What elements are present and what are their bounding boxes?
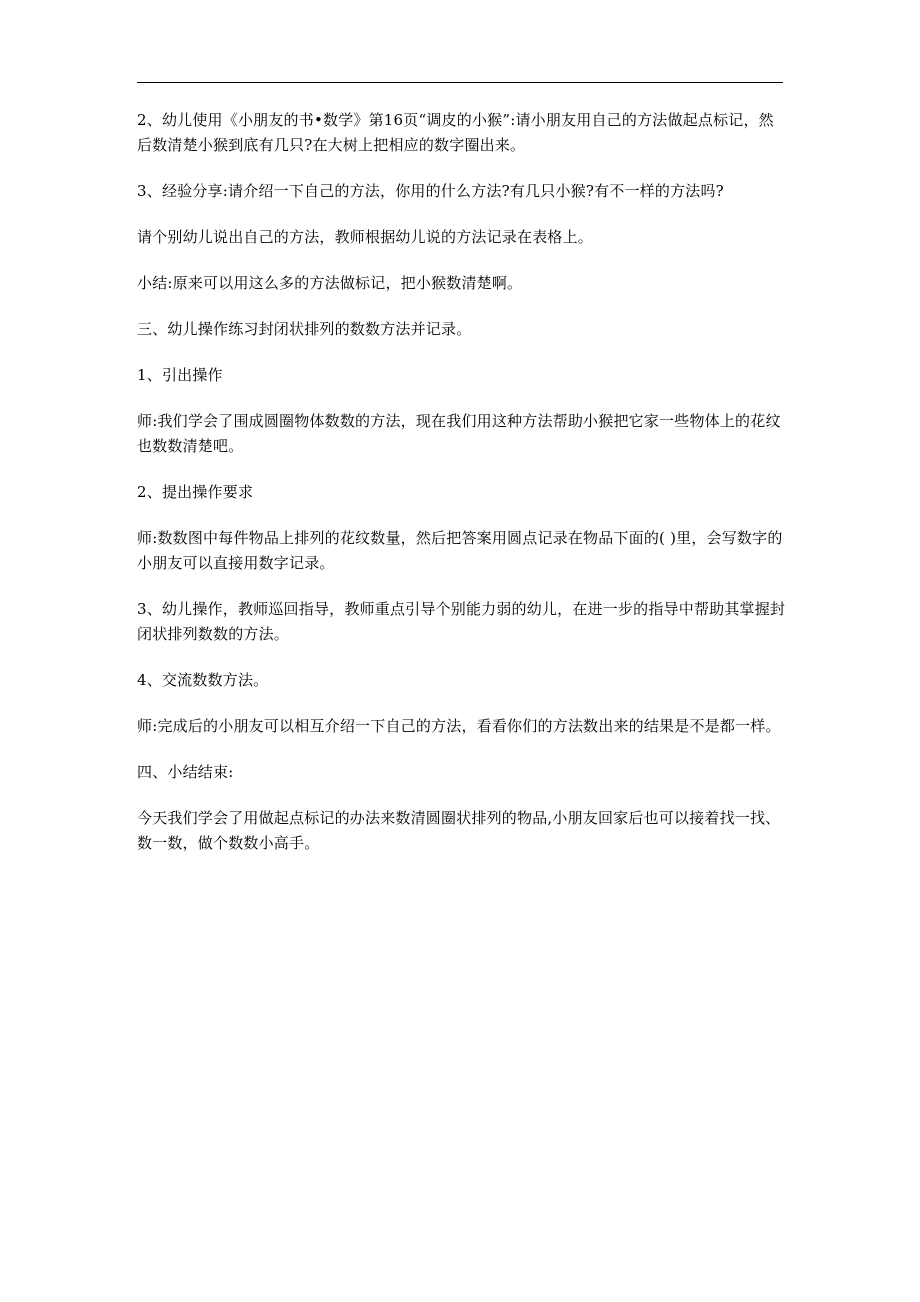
- paragraph: 2、提出操作要求: [137, 483, 254, 501]
- document-body: [137, 108, 787, 877]
- paragraph: 3、经验分享:请介绍一下自己的方法，你用的什么方法?有几只小猴?有不一样的方法吗?: [137, 182, 724, 200]
- section-heading: 三、幼儿操作练习封闭状排列的数数方法并记录。: [137, 320, 472, 338]
- paragraph: 4、交流数数方法。: [137, 671, 269, 689]
- header-rule: [137, 82, 783, 83]
- paragraph: 3、幼儿操作，教师巡回指导，教师重点引导个别能力弱的幼儿，在进一步的指导中帮助其掌握封闭状排列数数的方法。: [137, 600, 786, 643]
- paragraph: 请个别幼儿说出自己的方法，教师根据幼儿说的方法记录在表格上。: [137, 228, 594, 246]
- paragraph: 今天我们学会了用做起点标记的办法来数清圆圈状排列的物品,小朋友回家后也可以接着找一找、数一数，做个数数小高手。: [137, 809, 781, 852]
- paragraph: 1、引出操作: [137, 366, 223, 384]
- paragraph: 2、幼儿使用《小朋友的书•数学》第16页“调皮的小猴”:请小朋友用自己的方法做起点标记，然后数清楚小猴到底有几只?在大树上把相应的数字圈出来。: [137, 111, 774, 154]
- paragraph: 师:我们学会了围成圆圈物体数数的方法，现在我们用这种方法帮助小猴把它家一些物体上的花纹也数数清楚吧。: [137, 412, 781, 455]
- paragraph: 师:数数图中每件物品上排列的花纹数量，然后把答案用圆点记录在物品下面的( )里，会写数字的小朋友可以直接用数字记录。: [137, 529, 783, 572]
- paragraph: 小结:原来可以用这么多的方法做标记，把小猴数清楚啊。: [137, 274, 523, 292]
- section-heading: 四、小结结束:: [137, 763, 234, 781]
- paragraph: 师:完成后的小朋友可以相互介绍一下自己的方法，看看你们的方法数出来的结果是不是都一样。: [137, 717, 781, 735]
